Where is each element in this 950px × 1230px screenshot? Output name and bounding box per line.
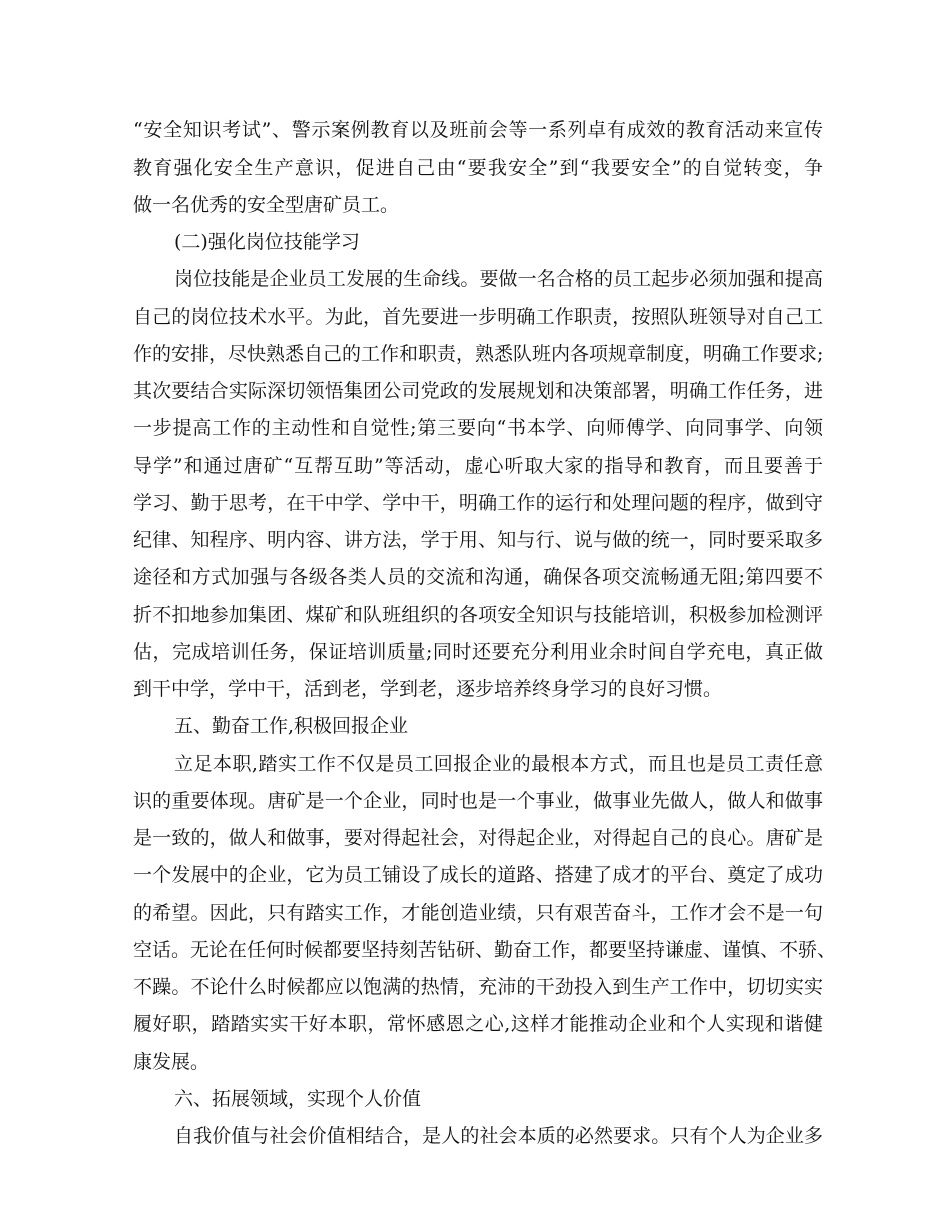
body-text-line: 康发展。 (133, 1051, 210, 1073)
body-text-line: 折不扣地参加集团、煤矿和队班组织的各项安全知识与技能培训，积极参加检测评 (133, 604, 823, 626)
body-text-line: 的希望。因此，只有踏实工作，才能创造业绩，只有艰苦奋斗，工作才会不是一句 (133, 902, 823, 924)
body-text-line: 是一致的，做人和做事，要对得起社会，对得起企业，对得起自己的良心。唐矿是 (133, 827, 823, 849)
body-text-line: 空话。无论在任何时候都要坚持刻苦钻研、勤奋工作，都要坚持谦虚、谨慎、不骄、 (133, 939, 837, 961)
body-text-line: 到干中学，学中干，活到老，学到老，逐步培养终身学习的良好习惯。 (133, 678, 723, 700)
body-text-line: 作的安排，尽快熟悉自己的工作和职责，熟悉队班内各项规章制度，明确工作要求; (133, 343, 824, 365)
section-heading: 五、勤奋工作,积极回报企业 (174, 715, 409, 737)
body-text-line: 估，完成培训任务，保证培训质量;同时还要充分利用业余时间自学充电，真正做 (133, 641, 823, 663)
body-text-line: 立足本职,踏实工作不仅是员工回报企业的最根本方式，而且也是员工责任意 (174, 753, 823, 775)
body-text-line: 教育强化安全生产意识，促进自己由“要我安全”到“我要安全”的自觉转变，争 (133, 157, 823, 179)
section-heading: (二)强化岗位技能学习 (174, 231, 360, 253)
body-text-line: 纪律、知程序、明内容、讲方法，学于用、知与行、说与做的统一，同时要采取多 (133, 529, 823, 551)
body-text-line: 其次要结合实际深切领悟集团公司党政的发展规划和决策部署，明确工作任务，进 (133, 380, 823, 402)
body-text-line: 不躁。不论什么时候都应以饱满的热情，充沛的干劲投入到生产工作中，切切实实 (133, 976, 823, 998)
body-text-line: “安全知识考试”、警示案例教育以及班前会等一系列卓有成效的教育活动来宣传 (133, 119, 823, 141)
body-text-line: 导学”和通过唐矿“互帮互助”等活动，虚心听取大家的指导和教育，而且要善于 (133, 455, 823, 477)
body-text-line: 一步提高工作的主动性和自觉性;第三要向“书本学、向师傅学、向同事学、向领 (133, 417, 823, 439)
body-text-line: 岗位技能是企业员工发展的生命线。要做一名合格的员工起步必须加强和提高 (174, 268, 823, 290)
body-text-line: 履好职，踏踏实实干好本职，常怀感恩之心,这样才能推动企业和个人实现和谐健 (133, 1013, 823, 1035)
body-text-line: 做一名优秀的安全型唐矿员工。 (133, 194, 400, 216)
body-text-line: 自我价值与社会价值相结合，是人的社会本质的必然要求。只有个人为企业多 (174, 1125, 823, 1147)
body-text-line: 自己的岗位技术水平。为此，首先要进一步明确工作职责，按照队班领导对自己工 (133, 306, 823, 328)
body-text-line: 学习、勤于思考，在干中学、学中干，明确工作的运行和处理问题的程序，做到守 (133, 492, 823, 514)
section-heading: 六、拓展领域，实现个人价值 (174, 1088, 422, 1110)
body-text-line: 一个发展中的企业，它为员工铺设了成长的道路、搭建了成才的平台、奠定了成功 (133, 864, 823, 886)
body-text-line: 途径和方式加强与各级各类人员的交流和沟通，确保各项交流畅通无阻;第四要不 (133, 566, 823, 588)
body-text-line: 识的重要体现。唐矿是一个企业，同时也是一个事业，做事业先做人，做人和做事 (133, 790, 823, 812)
